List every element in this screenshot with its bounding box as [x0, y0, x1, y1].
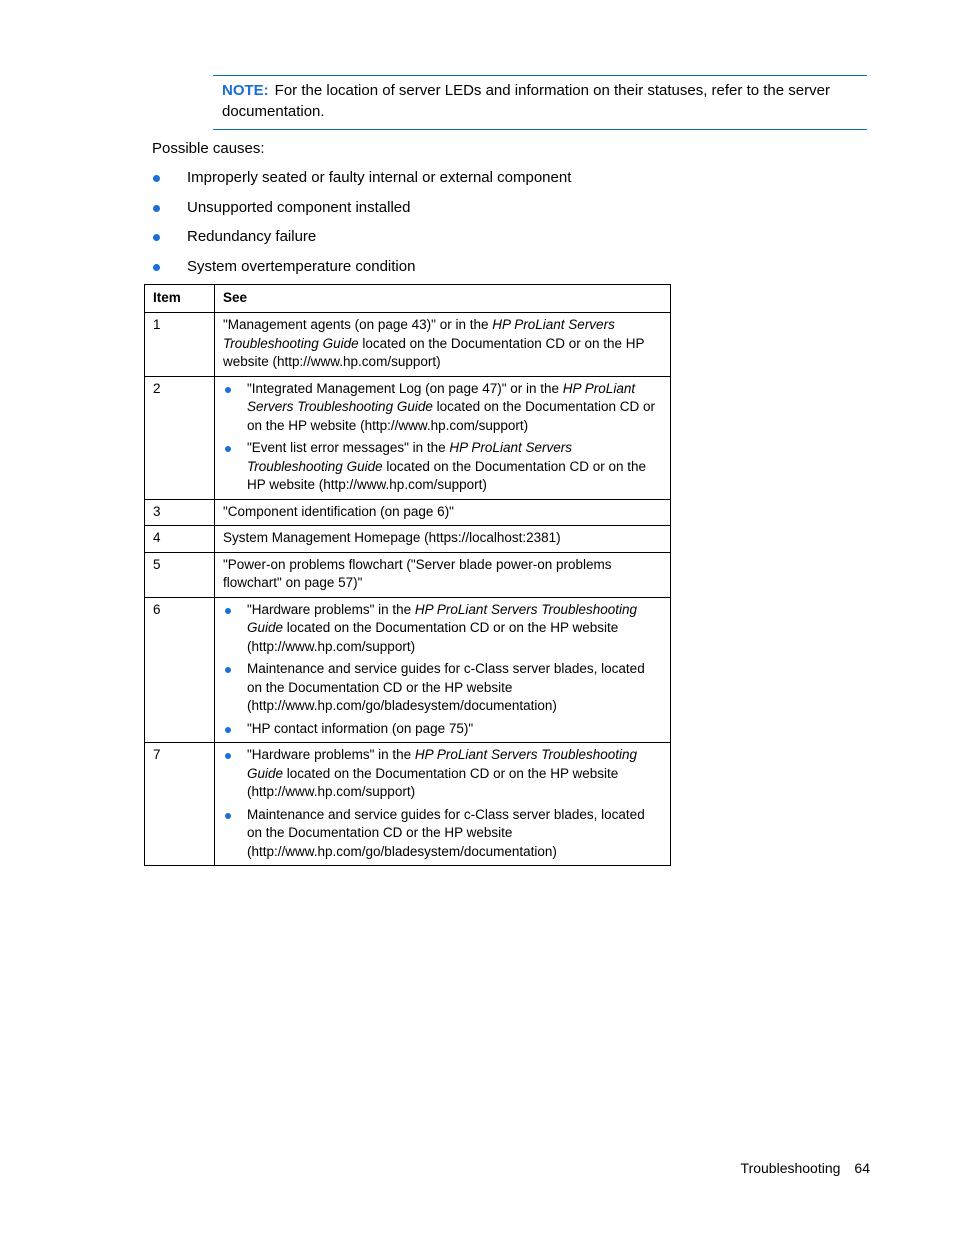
- cause-text: Unsupported component installed: [187, 198, 411, 216]
- causes-list: [152, 168, 571, 286]
- table-row: [145, 743, 671, 866]
- guide-title: HP ProLiant Servers Troubleshooting Guide: [247, 601, 638, 635]
- reference-item: "Hardware problems" in the HP ProLiant Servers Troubleshooting Guide located on the Documentation CD or on the HP website (http://www.hp.com/support): [223, 601, 662, 657]
- reference-item: "Hardware problems" in the HP ProLiant Servers Troubleshooting Guide located on the Documentation CD or on the HP website (http://www.hp.com/support): [223, 746, 662, 802]
- bullet-icon: [225, 667, 231, 673]
- reference-list: [223, 601, 662, 739]
- table-row: [145, 597, 671, 743]
- column-header-see: See: [215, 285, 671, 313]
- item-cell: 1: [145, 313, 215, 377]
- table-row: [145, 552, 671, 597]
- page-number: 64: [854, 1160, 870, 1176]
- bullet-icon: [225, 813, 231, 819]
- note-text: For the location of server LEDs and information on their statuses, refer to the server documentation.: [222, 82, 830, 120]
- reference-item: "Event list error messages" in the HP ProLiant Servers Troubleshooting Guide located on the Documentation CD or on the HP website (http://www.hp.com/support): [223, 439, 662, 495]
- reference-table: [144, 284, 671, 866]
- see-cell: "Component identification (on page 6)": [215, 499, 671, 526]
- item-cell: 5: [145, 552, 215, 597]
- see-cell: [215, 376, 671, 499]
- guide-title: HP ProLiant Servers Troubleshooting Guide: [247, 440, 572, 474]
- item-cell: 6: [145, 597, 215, 743]
- cause-text: Redundancy failure: [187, 228, 317, 245]
- reference-item: Maintenance and service guides for c-Class server blades, located on the Documentation CD or the HP website (http://www.hp.com/go/bladesystem/documentation): [223, 806, 662, 862]
- reference-item: "HP contact information (on page 75)": [223, 720, 662, 739]
- bullet-icon: [153, 264, 160, 271]
- reference-list: [223, 380, 662, 495]
- bullet-icon: [225, 727, 231, 733]
- reference-item: Maintenance and service guides for c-Class server blades, located on the Documentation CD or the HP website (http://www.hp.com/go/bladesystem/documentation): [223, 660, 662, 716]
- cause-item: [152, 227, 571, 247]
- item-cell: 2: [145, 376, 215, 499]
- bullet-icon: [225, 387, 231, 393]
- bullet-icon: [225, 446, 231, 452]
- reference-item: "Integrated Management Log (on page 47)" or in the HP ProLiant Servers Troubleshooting Guide located on the Documentation CD or on the HP website (http://www.hp.com/support): [223, 380, 662, 436]
- reference-list: [223, 746, 662, 861]
- bullet-icon: [225, 753, 231, 759]
- cause-item: [152, 198, 571, 218]
- bullet-icon: [153, 234, 160, 241]
- table-row: [145, 499, 671, 526]
- note-label: NOTE:: [222, 82, 269, 99]
- cause-text: Improperly seated or faulty internal or external component: [187, 169, 572, 186]
- guide-title: HP ProLiant Servers Troubleshooting Guide: [247, 380, 636, 414]
- table-row: [145, 313, 671, 377]
- see-cell: [215, 743, 671, 866]
- see-cell: "Power-on problems flowchart ("Server blade power-on problems flowchart" on page 57)": [215, 552, 671, 597]
- see-cell: "Management agents (on page 43)" or in the HP ProLiant Servers Troubleshooting Guide located on the Documentation CD or on the HP website (http://www.hp.com/support): [215, 313, 671, 377]
- bullet-icon: [153, 175, 160, 182]
- footer-section: Troubleshooting: [740, 1160, 841, 1176]
- cause-item: [152, 168, 571, 188]
- item-cell: 3: [145, 499, 215, 526]
- cause-text: System overtemperature condition: [187, 257, 416, 275]
- guide-title: HP ProLiant Servers Troubleshooting Guide: [247, 747, 638, 781]
- cause-item: [152, 257, 571, 277]
- possible-causes-heading: Possible causes:: [152, 140, 265, 157]
- item-cell: 7: [145, 743, 215, 866]
- table-row: [145, 526, 671, 553]
- guide-title: HP ProLiant Servers Troubleshooting Guide: [223, 317, 615, 351]
- bullet-icon: [225, 608, 231, 614]
- page-footer: [741, 1159, 870, 1177]
- note-box: [213, 75, 867, 130]
- see-cell: [215, 597, 671, 743]
- bullet-icon: [153, 205, 160, 212]
- item-cell: 4: [145, 526, 215, 553]
- see-cell: System Management Homepage (https://localhost:2381): [215, 526, 671, 553]
- table-row: [145, 376, 671, 499]
- table-header-row: [145, 285, 671, 313]
- column-header-item: Item: [145, 285, 215, 313]
